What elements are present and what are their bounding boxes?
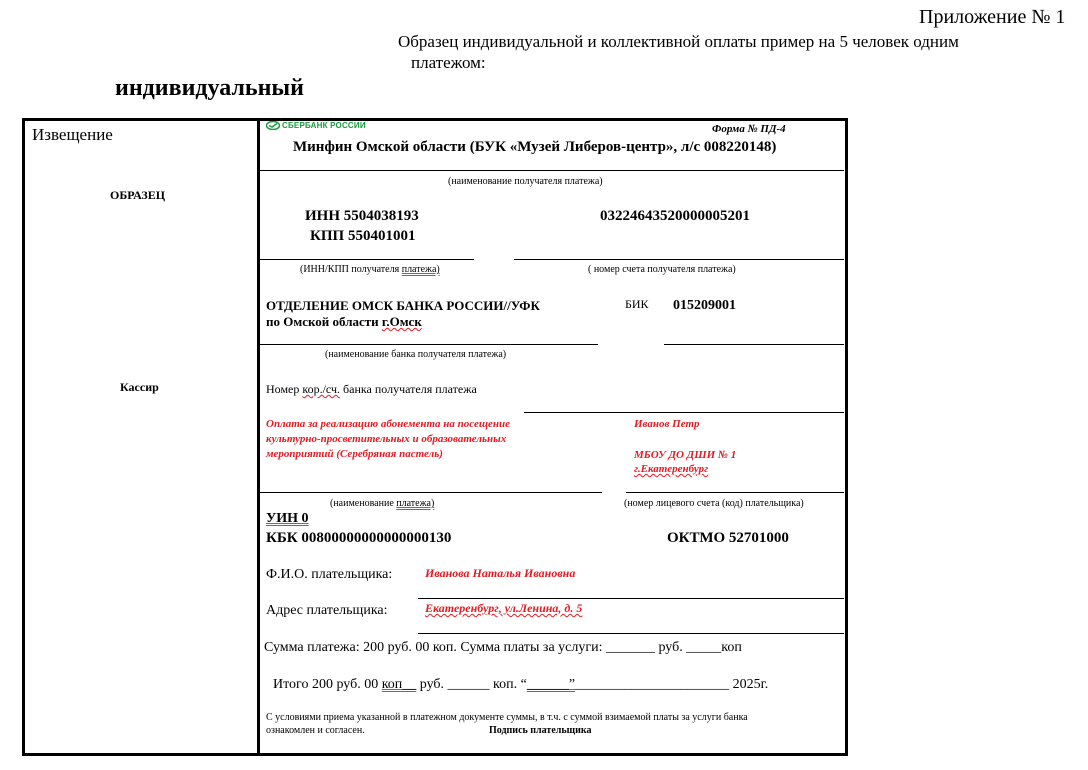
rule [514,259,844,260]
sberbank-logo-icon [266,121,280,130]
purpose-line2: культурно-просветительных и образовательных [266,433,507,445]
payer-name-short: Иванов Петр [634,418,700,430]
bank-name-line2: по Омской области г.Омск [266,314,422,329]
recipient-account: 03224643520000005201 [600,208,750,224]
account-caption: ( номер счета получателя платежа) [588,264,736,275]
sberbank-logo-text: СБЕРБАНК РОССИИ [282,121,366,130]
kbk-value: КБК 00800000000000000130 [266,530,452,546]
payment-sum-line: Сумма платежа: 200 руб. 00 коп. Сумма платы за услуги: _______ руб. _____коп [264,640,742,655]
form-number: Форма № ПД-4 [712,123,786,135]
purpose-caption: (наименование платежа) [330,498,435,509]
rule [626,492,844,493]
bik-value: 015209001 [673,298,736,313]
form-divider [257,118,260,756]
purpose-line3: мероприятий (Серебряная пастель) [266,448,443,460]
corr-account-label: Номер кор./сч. банка получателя платежа [266,382,477,396]
rule [258,259,474,260]
cashier-label: Кассир [120,380,159,394]
appendix-title: Приложение № 1 [919,6,1066,28]
inn-kpp-caption: (ИНН/КПП получателя платежа) [300,264,440,275]
inn-value: ИНН 5504038193 [305,208,419,224]
payer-fio-value: Иванова Наталья Ивановна [425,566,576,580]
sberbank-logo [266,121,366,130]
sample-description-line1: Образец индивидуальной и коллективной оплаты пример на 5 человек одним [398,32,959,51]
payer-fio-label: Ф.И.О. плательщика: [266,567,393,582]
payer-city: г.Екатеренбург [634,463,709,475]
sample-description-line2: платежом: [411,53,486,72]
payer-organization: МБОУ ДО ДШИ № 1 [634,449,737,461]
recipient-caption: (наименование получателя платежа) [448,176,603,187]
rule [258,344,598,345]
bank-caption: (наименование банка получателя платежа) [325,349,507,360]
rule [418,598,844,599]
rule [418,633,844,634]
kpp-value: КПП 550401001 [310,228,416,244]
purpose-line1: Оплата за реализацию абонемента на посещение [266,418,510,430]
payer-address-label: Адрес плательщика: [266,603,388,618]
rule [258,170,844,171]
payer-signature-label: Подпись плательщика [489,725,592,736]
payment-total-line: Итого 200 руб. 00 коп__ руб. ______ коп. “______”______________________ 2025г. [273,677,769,692]
sample-stamp: ОБРАЗЕЦ [110,188,166,202]
notice-label: Извещение [32,125,113,144]
individual-heading: индивидуальный [115,75,304,101]
bik-label: БИК [625,297,649,311]
bank-name-line1: ОТДЕЛЕНИЕ ОМСК БАНКА РОССИИ//УФК [266,298,540,313]
rule [524,412,844,413]
uin-value: УИН 0 [266,511,309,526]
oktmo-value: ОКТМО 52701000 [667,530,789,546]
recipient-name: Минфин Омской области (БУК «Музей Либеров-центр», л/с 008220148) [293,139,777,155]
terms-line2: ознакомлен и согласен. [266,725,365,736]
payer-address-value: Екатеренбург, ул.Ленина, д. 5 [425,601,583,615]
terms-line1: С условиями приема указанной в платежном документе суммы, в т.ч. с суммой взимаемой платы за услуги банка [266,712,748,723]
rule [258,492,602,493]
rule [664,344,844,345]
payer-account-caption: (номер лицевого счета (код) плательщика) [624,498,804,509]
